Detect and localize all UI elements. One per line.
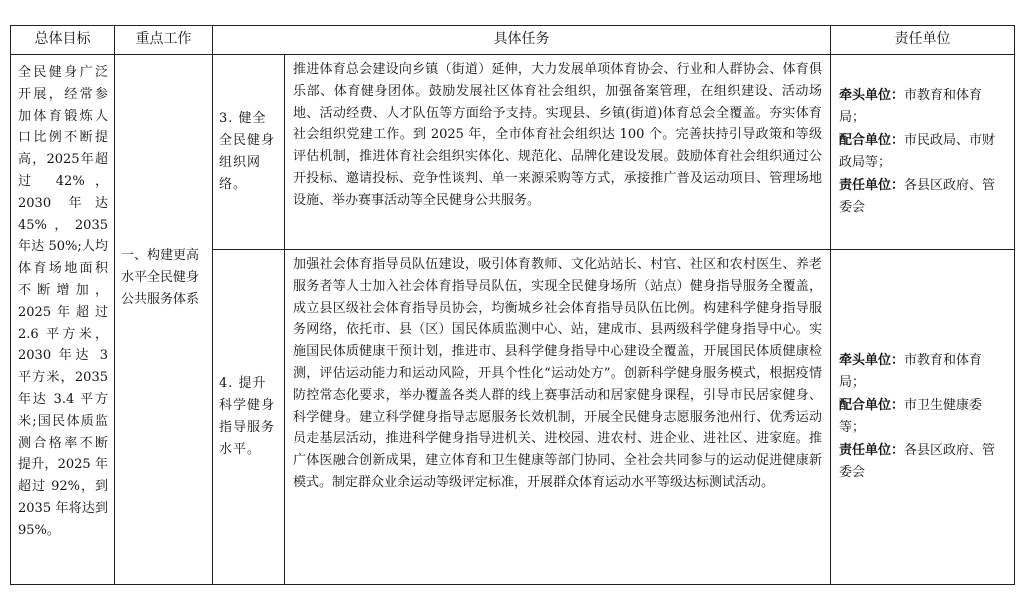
duty-value: 各县区政府、管委会 (839, 442, 996, 480)
lead-unit (839, 350, 1006, 395)
responsibility-cell (831, 55, 1015, 250)
duty-value: 各县区政府、管委会 (839, 177, 996, 215)
duty-label: 责任单位： (839, 177, 905, 193)
header-goal: 总体目标 (11, 26, 115, 55)
duty-unit (839, 440, 1006, 485)
coop-unit (839, 130, 1006, 175)
item-cell: 4. 提升科学健身指导服务水平。 (213, 250, 285, 585)
focus-cell (115, 55, 213, 585)
duty-unit (839, 175, 1006, 220)
lead-value: 市教育和体育局； (839, 87, 983, 125)
goal-cell: 全民健身广泛开展，经常参加体育锻炼人口比例不断提高，2025年超过 42%，2030 年达 45%，2035 年达 50%;人均体育场地面积不断增加，2025年超过 2.6 平方米，2030 年达 3 平方米，2035 年达 3.4 平方米;国民体质监测合格率不断提升，2025 年超过 92%，到 2035 年将达到 95%。 (11, 55, 115, 585)
task-cell: 加强社会体育指导员队伍建设，吸引体育教师、文化站站长、村官、社区和农村医生、养老服务者等人士加入社会体育指导员队伍，实现全民健身场所（站点）健身指导服务全覆盖，成立县区级社会体育指导员协会，均衡城乡社会体育指导员队伍比例。构建科学健身指导服务网络，依托市、县（区）国民体质监测中心、站，建成市、县两级科学健身指导中心。实施国民体质健康干预计划，推进市、县科学健身指导中心建设全覆盖，开展国民体质健康检测，评估运动能力和运动风险，开具个性化“运动处方”。创新科学健身服务模式，根据疫情防控常态化要求，举办覆盖各类人群的线上赛事活动和居家健身课程，引导市民居家健身、科学健身。建立科学健身指导志愿服务长效机制，开展全民健身志愿服务池州行、优秀运动员走基层活动，推进科学健身指导进机关、进校园、进农村、进企业、进社区、进家庭。推广体医融合创新成果，建立体育和卫生健康等部门协同、全社会共同参与的运动促进健康新模式。制定群众业余运动等级评定标准，开展群众体育运动水平等级达标测试活动。 (285, 250, 831, 585)
coop-value: 市民政局、市财政局等； (839, 132, 996, 170)
lead-value: 市教育和体育局； (839, 352, 983, 390)
lead-label: 牵头单位： (839, 352, 905, 368)
header-focus: 重点工作 (115, 26, 213, 55)
table-row (11, 55, 1015, 250)
header-task: 具体任务 (213, 26, 831, 55)
duty-label: 责任单位： (839, 442, 905, 458)
coop-label: 配合单位： (839, 397, 905, 413)
item-cell: 3. 健全全民健身组织网络。 (213, 55, 285, 250)
lead-unit (839, 85, 1006, 130)
responsibility-cell (831, 250, 1015, 585)
coop-label: 配合单位： (839, 132, 905, 148)
lead-label: 牵头单位： (839, 87, 905, 103)
coop-value: 市卫生健康委等； (839, 397, 983, 435)
header-row (11, 26, 1015, 55)
task-table (10, 25, 1015, 585)
header-responsibility: 责任单位 (831, 26, 1015, 55)
coop-unit (839, 395, 1006, 440)
focus-text: 一、构建更高水平全民健身公共服务体系 (121, 248, 200, 307)
task-cell: 推进体育总会建设向乡镇（街道）延伸，大力发展单项体育协会、行业和人群协会、体育俱乐部、体育健身团体。鼓励发展社区体育社会组织，加强备案管理，在组织建设、活动场地、活动经费、人才队伍等方面给予支持。实现县、乡镇(街道)体育总会全覆盖。夯实体育社会组织党建工作。到 2025 年，全市体育社会组织达 100 个。完善扶持引导政策和等级评估机制，推进体育社会组织实体化、规范化、品牌化建设发展。鼓励体育社会组织通过公开投标、邀请投标、竞争性谈判、单一来源采购等方式，承接推广普及运动项目、管理场地设施、举办赛事活动等全民健身公共服务。 (285, 55, 831, 250)
